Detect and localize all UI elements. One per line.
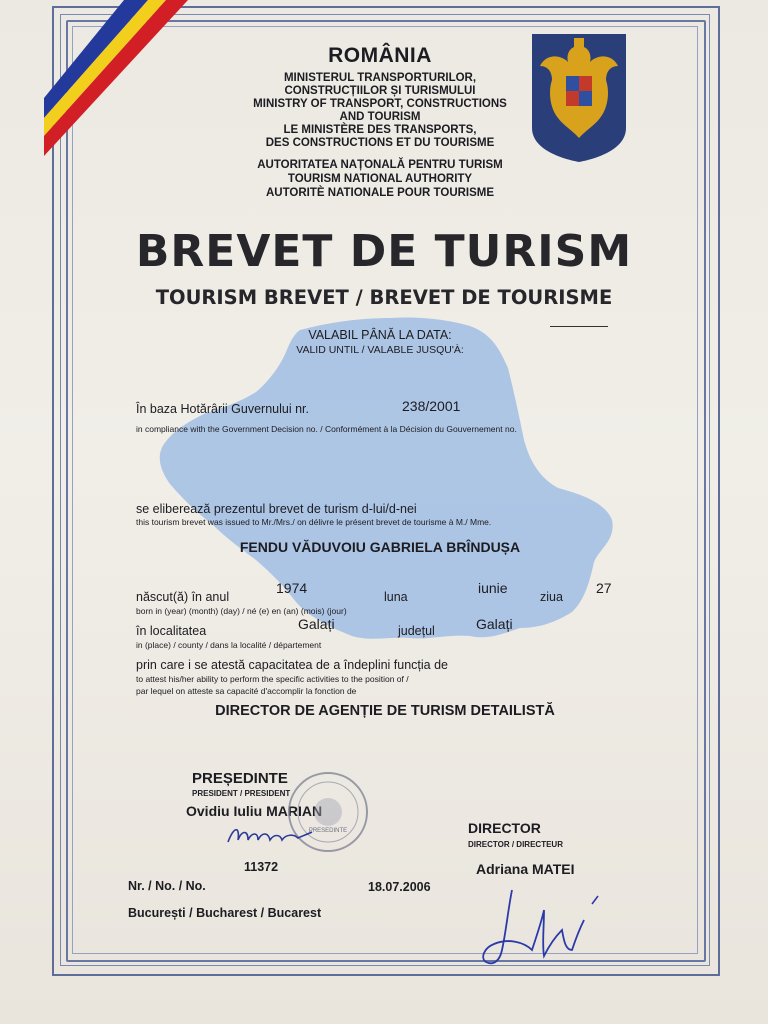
document-subtitle: TOURISM BREVET / BREVET DE TOURISME	[155, 286, 613, 309]
president-title-en-fr: PRESIDENT / PRESIDENT	[192, 789, 291, 798]
holder-name: FENDU VĂDUVOIU GABRIELA BRÎNDUȘA	[239, 539, 521, 555]
authority-fr: AUTORITÈ NATIONALE POUR TOURISME	[265, 187, 495, 199]
validity-label-ro: VALABIL PÂNĂ LA DATA:	[308, 328, 452, 342]
authority-en: TOURISM NATIONAL AUTHORITY	[287, 173, 473, 185]
month-label: luna	[384, 590, 408, 604]
county-label: județul	[398, 624, 435, 638]
authority-ro: AUTORITATEA NAȚONALĂ PENTRU TURISM	[257, 159, 503, 171]
director-name: Adriana MATEI	[476, 861, 575, 877]
decision-label-en-fr: in compliance with the Government Decision no. / Conformément à la Décision du Gouvernement no.	[136, 424, 517, 434]
decision-number: 238/2001	[402, 398, 461, 414]
director-title: DIRECTOR	[468, 820, 541, 836]
president-name: Ovidiu Iuliu MARIAN	[186, 803, 323, 819]
birth-county: Galați	[476, 616, 513, 632]
attest-label-en: to attest his/her ability to perform the specific activities to the position of /	[136, 674, 409, 684]
issue-city: București / Bucharest / Bucarest	[128, 906, 322, 920]
registration-number-label: Nr. / No. / No.	[128, 879, 206, 893]
stamp-text: PRESEDINTE	[308, 828, 348, 834]
validity-date-line	[550, 326, 608, 327]
born-label-en-fr: born in (year) (month) (day) / né (e) en (an) (mois) (jour)	[136, 606, 347, 616]
president-title: PREȘEDINTE	[192, 770, 288, 787]
director-signature-icon	[472, 880, 612, 976]
issued-label-en-fr: this tourism brevet was issued to Mr./Mrs./ on délivre le présent brevet de tourisme à M./ Mme.	[136, 517, 492, 527]
place-label: în localitatea	[136, 624, 207, 638]
position-title: DIRECTOR DE AGENȚIE DE TURISM DETAILISTĂ	[215, 703, 555, 719]
ministry-fr-line-2: DES CONSTRUCTIONS ET DU TOURISME	[265, 137, 495, 149]
birth-place: Galați	[298, 616, 335, 632]
ministry-en-line-2: AND TOURISM	[339, 111, 421, 123]
document-title: BREVET DE TURISM	[135, 226, 633, 277]
attest-label-fr: par lequel on atteste sa capacité d'accomplir la fonction de	[136, 686, 357, 696]
decision-label-ro: În baza Hotărârii Guvernului nr.	[136, 402, 310, 416]
registration-number: 11372	[244, 860, 279, 874]
issued-label-ro: se eliberează prezentul brevet de turism d-lui/d-nei	[136, 502, 417, 516]
director-title-en-fr: DIRECTOR / DIRECTEUR	[468, 840, 563, 849]
place-label-en-fr: in (place) / county / dans la localité / département	[136, 640, 322, 650]
birth-year: 1974	[276, 580, 308, 596]
ministry-en-line-1: MINISTRY OF TRANSPORT, CONSTRUCTIONS	[253, 98, 507, 110]
born-label: născut(ă) în anul	[136, 590, 230, 604]
attest-label-ro: prin care i se atestă capacitatea de a îndeplini funcția de	[136, 658, 449, 672]
birth-month: iunie	[478, 580, 508, 596]
ministry-ro-line-2: CONSTRUCȚIILOR ȘI TURISMULUI	[284, 85, 476, 97]
president-signature-icon	[224, 820, 314, 850]
day-label: ziua	[540, 590, 563, 604]
ministry-fr-line-1: LE MINISTÈRE DES TRANSPORTS,	[283, 124, 477, 136]
validity-label-en-fr: VALID UNTIL / VALABLE JUSQU'À:	[296, 344, 464, 356]
issue-date: 18.07.2006	[368, 880, 431, 894]
country-heading: ROMÂNIA	[328, 44, 432, 67]
ministry-ro-line-1: MINISTERUL TRANSPORTURILOR,	[283, 72, 477, 84]
birth-day: 27	[596, 580, 612, 596]
